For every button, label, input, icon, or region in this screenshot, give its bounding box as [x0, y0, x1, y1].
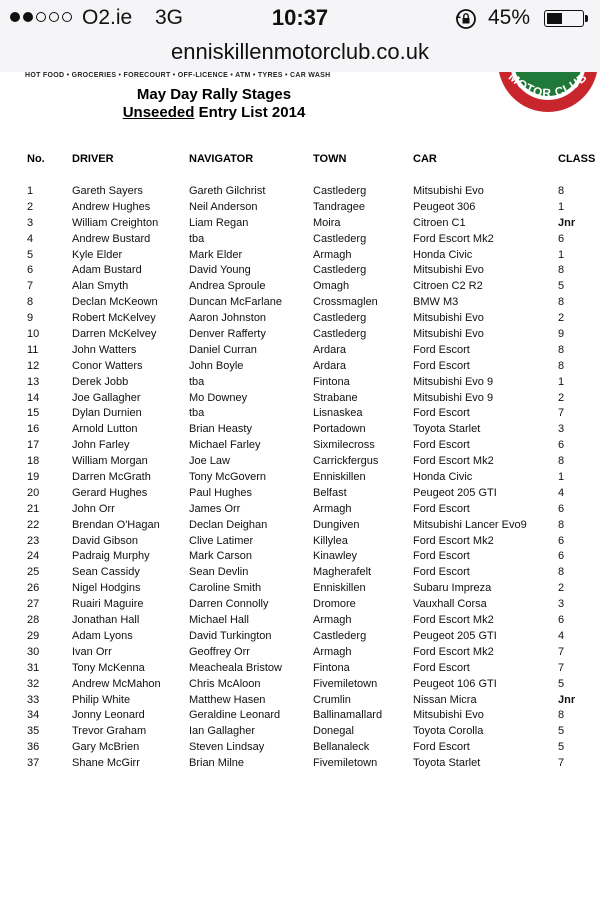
class: 5 — [558, 677, 565, 690]
table-row — [0, 724, 600, 740]
driver-name: Ivan Orr — [72, 645, 112, 658]
class: 5 — [558, 725, 565, 738]
table-row — [0, 470, 600, 486]
driver-name: Philip White — [72, 693, 131, 706]
navigator-name: Ian Gallagher — [189, 725, 256, 738]
navigator-name: tba — [189, 375, 205, 388]
table-row — [0, 216, 600, 232]
navigator-name: Clive Latimer — [189, 534, 254, 547]
entry-number: 31 — [27, 661, 40, 674]
car: Ford Escort — [413, 741, 470, 754]
entry-number: 25 — [27, 566, 40, 579]
table-row — [0, 263, 600, 279]
document-subtitle — [0, 104, 428, 121]
table-row — [0, 645, 600, 661]
table-row — [0, 629, 600, 645]
navigator-name: Denver Rafferty — [189, 328, 266, 341]
entry-number: 15 — [27, 407, 40, 420]
table-row — [0, 756, 600, 772]
car: Subaru Impreza — [413, 582, 492, 595]
table-row — [0, 613, 600, 629]
class: Jnr — [558, 216, 576, 229]
navigator-name: Brian Heasty — [189, 423, 252, 436]
town: Killylea — [313, 534, 348, 547]
table-row — [0, 232, 600, 248]
entry-number: 35 — [27, 725, 40, 738]
navigator-name: Meacheala Bristow — [189, 661, 282, 674]
navigator-name: Darren Connolly — [189, 598, 269, 611]
car: Ford Escort Mk2 — [413, 614, 494, 627]
town: Crossmaglen — [313, 296, 378, 309]
table-row — [0, 359, 600, 375]
navigator-name: Andrea Sproule — [189, 280, 266, 293]
town: Castlederg — [313, 185, 367, 197]
class: 6 — [558, 534, 565, 547]
class: 8 — [558, 343, 565, 356]
class: 1 — [558, 471, 565, 484]
entry-number: 37 — [27, 757, 40, 770]
car: Peugeot 306 — [413, 200, 476, 213]
table-row — [0, 708, 600, 724]
entry-number: 3 — [27, 216, 34, 229]
town: Armagh — [313, 645, 352, 658]
navigator-name: Mo Downey — [189, 391, 248, 404]
navigator-name: Daniel Curran — [189, 343, 257, 356]
navigator-name: David Turkington — [189, 629, 272, 642]
entry-number: 11 — [27, 343, 39, 356]
driver-name: Alan Smyth — [72, 280, 129, 293]
driver-name: Kyle Elder — [72, 248, 123, 261]
driver-name: Arnold Lutton — [72, 423, 138, 436]
document-page — [0, 69, 600, 900]
table-row — [0, 661, 600, 677]
address-bar[interactable] — [0, 36, 600, 73]
driver-name: Jonathan Hall — [72, 614, 140, 627]
driver-name: Ruairi Maguire — [72, 598, 144, 611]
clock: 10:37 — [271, 5, 329, 30]
entry-number: 1 — [27, 185, 34, 197]
table-row — [0, 184, 600, 200]
driver-name: Jonny Leonard — [72, 709, 145, 722]
navigator-name: Gareth Gilchrist — [189, 185, 266, 197]
entry-number: 17 — [27, 439, 40, 452]
navigator-name: Brian Milne — [189, 757, 245, 770]
carrier-name: O2.ie — [82, 6, 133, 29]
driver-name: Adam Lyons — [72, 629, 133, 642]
navigator-name: Michael Hall — [189, 614, 249, 627]
navigator-name: Paul Hughes — [189, 486, 252, 499]
driver-name: Robert McKelvey — [72, 312, 156, 325]
driver-name: John Farley — [72, 439, 130, 452]
town: Bellanaleck — [313, 741, 370, 754]
table-row — [0, 534, 600, 550]
table-row — [0, 248, 600, 264]
town: Castlederg — [313, 312, 367, 325]
town: Enniskillen — [313, 471, 366, 484]
class: 3 — [558, 423, 565, 436]
table-row — [0, 406, 600, 422]
table-row — [0, 693, 600, 709]
table-row — [0, 597, 600, 613]
document-title: May Day Rally Stages — [136, 86, 292, 103]
battery-level-fill — [547, 13, 562, 24]
driver-name: Andrew Hughes — [72, 200, 151, 213]
entry-number: 32 — [27, 677, 40, 690]
table-row — [0, 454, 600, 470]
town: Castlederg — [313, 629, 367, 642]
town: Omagh — [313, 280, 350, 293]
class: 1 — [558, 200, 565, 213]
entry-number: 20 — [27, 486, 40, 499]
column-header-no: No. — [27, 153, 45, 165]
column-header-town: TOWN — [313, 153, 347, 165]
class: 5 — [558, 280, 565, 293]
town: Crumlin — [313, 693, 351, 706]
navigator-name: John Boyle — [189, 359, 244, 372]
class: 2 — [558, 391, 565, 404]
car: Ford Escort Mk2 — [413, 645, 494, 658]
entry-list — [0, 184, 600, 772]
navigator-name: Liam Regan — [189, 216, 249, 229]
town: Donegal — [313, 725, 354, 738]
driver-name: Darren McGrath — [72, 471, 151, 484]
navigator-name: Sean Devlin — [189, 566, 249, 579]
car: Ford Escort — [413, 661, 470, 674]
town: Armagh — [313, 248, 352, 261]
entry-number: 12 — [27, 359, 40, 372]
logo-text: MOTOR CLUB — [505, 69, 591, 101]
car: Vauxhall Corsa — [413, 598, 487, 611]
class: 8 — [558, 455, 565, 468]
driver-name: William Morgan — [72, 455, 148, 468]
car: Mitsubishi Lancer Evo9 — [413, 518, 527, 531]
class: 7 — [558, 757, 565, 770]
entry-number: 18 — [27, 455, 40, 468]
car: Citroen C1 — [413, 216, 466, 229]
services-strip: HOT FOOD • GROCERIES • FORECOURT • OFF-LICENCE • ATM • TYRES • CAR WASH — [25, 72, 331, 79]
navigator-name: tba — [189, 232, 205, 245]
town: Fintona — [313, 661, 350, 674]
town: Belfast — [313, 486, 347, 499]
entry-number: 8 — [27, 296, 34, 309]
table-row — [0, 375, 600, 391]
car: Nissan Micra — [413, 693, 477, 706]
town: Ardara — [313, 343, 347, 356]
town: Ardara — [313, 359, 347, 372]
class: 7 — [558, 645, 565, 658]
town: Dromore — [313, 598, 356, 611]
navigator-name: Duncan McFarlane — [189, 296, 282, 309]
entry-number: 33 — [27, 693, 40, 706]
driver-name: Derek Jobb — [72, 375, 129, 388]
driver-name: Declan McKeown — [72, 296, 158, 309]
class: 4 — [558, 629, 565, 642]
driver-name: Conor Watters — [72, 359, 143, 372]
car: BMW M3 — [413, 296, 459, 309]
rotation-lock-icon — [455, 8, 477, 30]
town: Sixmilecross — [313, 439, 375, 452]
entry-number: 34 — [27, 709, 40, 722]
navigator-name: Tony McGovern — [189, 471, 267, 484]
car: Ford Escort — [413, 343, 470, 356]
car: Ford Escort — [413, 407, 470, 420]
car: Mitsubishi Evo — [413, 709, 484, 722]
car: Mitsubishi Evo — [413, 312, 484, 325]
driver-name: Sean Cassidy — [72, 566, 140, 579]
navigator-name: Geraldine Leonard — [189, 709, 281, 722]
car: Mitsubishi Evo — [413, 328, 484, 341]
navigator-name: Aaron Johnston — [189, 312, 267, 325]
motor-club-logo — [492, 69, 600, 120]
car: Toyota Starlet — [413, 757, 481, 770]
car: Mitsubishi Evo 9 — [413, 375, 494, 388]
table-row — [0, 200, 600, 216]
class: 4 — [558, 486, 565, 499]
class: 7 — [558, 407, 565, 420]
entry-number: 30 — [27, 645, 40, 658]
car: Citroen C2 R2 — [413, 280, 483, 293]
entry-number: 4 — [27, 232, 34, 245]
town: Fivemiletown — [313, 757, 378, 770]
class: 1 — [558, 248, 565, 261]
subtitle-underlined: Unseeded — [122, 104, 195, 121]
class: 1 — [558, 375, 565, 388]
entry-number: 14 — [27, 391, 40, 404]
car: Peugeot 205 GTI — [413, 486, 497, 499]
town: Castlederg — [313, 232, 367, 245]
car: Ford Escort Mk2 — [413, 534, 494, 547]
table-row — [0, 391, 600, 407]
entry-number: 28 — [27, 614, 40, 627]
navigator-name: Joe Law — [189, 455, 230, 468]
class: 8 — [558, 359, 565, 372]
town: Strabane — [313, 391, 358, 404]
column-header-class: CLASS — [558, 153, 596, 165]
driver-name: Nigel Hodgins — [72, 582, 141, 595]
car: Ford Escort — [413, 502, 470, 515]
entry-number: 16 — [27, 423, 40, 436]
class: Jnr — [558, 693, 576, 706]
entry-number: 9 — [27, 312, 34, 325]
town: Fivemiletown — [313, 677, 378, 690]
table-row — [0, 677, 600, 693]
class: 6 — [558, 614, 565, 627]
entry-number: 5 — [27, 248, 34, 261]
class: 3 — [558, 598, 565, 611]
signal-dots-icon — [10, 12, 72, 22]
town: Castlederg — [313, 264, 367, 277]
navigator-name: Mark Carson — [189, 550, 252, 563]
entry-number: 19 — [27, 471, 40, 484]
navigator-name: Steven Lindsay — [189, 741, 265, 754]
class: 7 — [558, 661, 565, 674]
car: Toyota Corolla — [413, 725, 484, 738]
class: 6 — [558, 439, 565, 452]
entry-number: 13 — [27, 375, 40, 388]
car: Honda Civic — [413, 471, 473, 484]
car: Mitsubishi Evo — [413, 185, 484, 197]
town: Armagh — [313, 502, 352, 515]
town: Enniskillen — [313, 582, 366, 595]
car: Mitsubishi Evo — [413, 264, 484, 277]
driver-name: Darren McKelvey — [72, 328, 157, 341]
driver-name: Gary McBrien — [72, 741, 140, 754]
column-header-car: CAR — [413, 153, 437, 165]
class: 8 — [558, 566, 565, 579]
navigator-name: Matthew Hasen — [189, 693, 266, 706]
town: Tandragee — [313, 200, 365, 213]
entry-number: 26 — [27, 582, 40, 595]
column-header-navigator: NAVIGATOR — [189, 153, 254, 165]
subtitle-rest: Entry List 2014 — [194, 104, 306, 121]
class: 2 — [558, 582, 565, 595]
driver-name: Gareth Sayers — [72, 185, 143, 197]
class: 6 — [558, 502, 565, 515]
car: Ford Escort — [413, 550, 470, 563]
town: Castlederg — [313, 328, 367, 341]
class: 8 — [558, 264, 565, 277]
battery-percent: 45% — [488, 6, 531, 29]
driver-name: Padraig Murphy — [72, 550, 150, 563]
entry-number: 23 — [27, 534, 40, 547]
navigator-name: tba — [189, 407, 205, 420]
table-row — [0, 581, 600, 597]
entry-number: 2 — [27, 200, 34, 213]
class: 6 — [558, 550, 565, 563]
entry-number: 6 — [27, 264, 34, 277]
class: 8 — [558, 709, 565, 722]
navigator-name: Caroline Smith — [189, 582, 262, 595]
driver-name: Tony McKenna — [72, 661, 145, 674]
battery-tip — [585, 15, 588, 22]
class: 9 — [558, 328, 565, 341]
table-row — [0, 740, 600, 756]
navigator-name: Neil Anderson — [189, 200, 258, 213]
town: Fintona — [313, 375, 350, 388]
table-row — [0, 422, 600, 438]
driver-name: Shane McGirr — [72, 757, 140, 770]
driver-name: Andrew Bustard — [72, 232, 151, 245]
town: Dungiven — [313, 518, 360, 531]
driver-name: David Gibson — [72, 534, 139, 547]
driver-name: Adam Bustard — [72, 264, 142, 277]
table-row — [0, 311, 600, 327]
car: Ford Escort — [413, 359, 470, 372]
town: Armagh — [313, 614, 352, 627]
table-row — [0, 295, 600, 311]
network-type: 3G — [155, 6, 184, 29]
car: Peugeot 106 GTI — [413, 677, 497, 690]
driver-name: John Orr — [72, 502, 115, 515]
navigator-name: Michael Farley — [189, 439, 261, 452]
class: 8 — [558, 296, 565, 309]
navigator-name: Declan Deighan — [189, 518, 268, 531]
town: Magherafelt — [313, 566, 372, 579]
status-bar — [0, 0, 600, 36]
town: Ballinamallard — [313, 709, 383, 722]
entry-number: 36 — [27, 741, 40, 754]
table-row — [0, 279, 600, 295]
class: 6 — [558, 232, 565, 245]
table-row — [0, 502, 600, 518]
driver-name: Brendan O'Hagan — [72, 518, 160, 531]
driver-name: Joe Gallagher — [72, 391, 141, 404]
table-row — [0, 486, 600, 502]
entry-number: 24 — [27, 550, 40, 563]
car: Honda Civic — [413, 248, 473, 261]
car: Toyota Starlet — [413, 423, 481, 436]
navigator-name: Geoffrey Orr — [189, 645, 250, 658]
navigator-name: Chris McAloon — [189, 677, 261, 690]
entry-number: 7 — [27, 280, 34, 293]
driver-name: William Creighton — [72, 216, 159, 229]
driver-name: John Watters — [72, 343, 137, 356]
town: Kinawley — [313, 550, 358, 563]
car: Ford Escort — [413, 566, 470, 579]
table-row — [0, 438, 600, 454]
entry-number: 27 — [27, 598, 40, 611]
table-header — [0, 153, 600, 169]
column-header-driver: DRIVER — [72, 153, 114, 165]
town: Portadown — [313, 423, 366, 436]
class: 5 — [558, 741, 565, 754]
table-row — [0, 518, 600, 534]
driver-name: Trevor Graham — [72, 725, 147, 738]
table-row — [0, 343, 600, 359]
town: Moira — [313, 216, 341, 229]
driver-name: Gerard Hughes — [72, 486, 148, 499]
battery-icon — [544, 10, 584, 27]
class: 2 — [558, 312, 565, 325]
car: Ford Escort Mk2 — [413, 232, 494, 245]
entry-number: 10 — [27, 328, 40, 341]
navigator-name: James Orr — [189, 502, 241, 515]
table-row — [0, 327, 600, 343]
driver-name: Andrew McMahon — [72, 677, 161, 690]
driver-name: Dylan Durnien — [72, 407, 142, 420]
car: Ford Escort Mk2 — [413, 455, 494, 468]
entry-number: 29 — [27, 629, 40, 642]
class: 8 — [558, 518, 565, 531]
navigator-name: David Young — [189, 264, 251, 277]
entry-number: 21 — [27, 502, 40, 515]
navigator-name: Mark Elder — [189, 248, 243, 261]
town: Lisnaskea — [313, 407, 363, 420]
entry-number: 22 — [27, 518, 40, 531]
table-row — [0, 565, 600, 581]
town: Carrickfergus — [313, 455, 379, 468]
car: Ford Escort — [413, 439, 470, 452]
url-text[interactable]: enniskillenmotorclub.co.uk — [170, 39, 430, 64]
class: 8 — [558, 185, 565, 197]
car: Mitsubishi Evo 9 — [413, 391, 494, 404]
table-row — [0, 549, 600, 565]
car: Peugeot 205 GTI — [413, 629, 497, 642]
